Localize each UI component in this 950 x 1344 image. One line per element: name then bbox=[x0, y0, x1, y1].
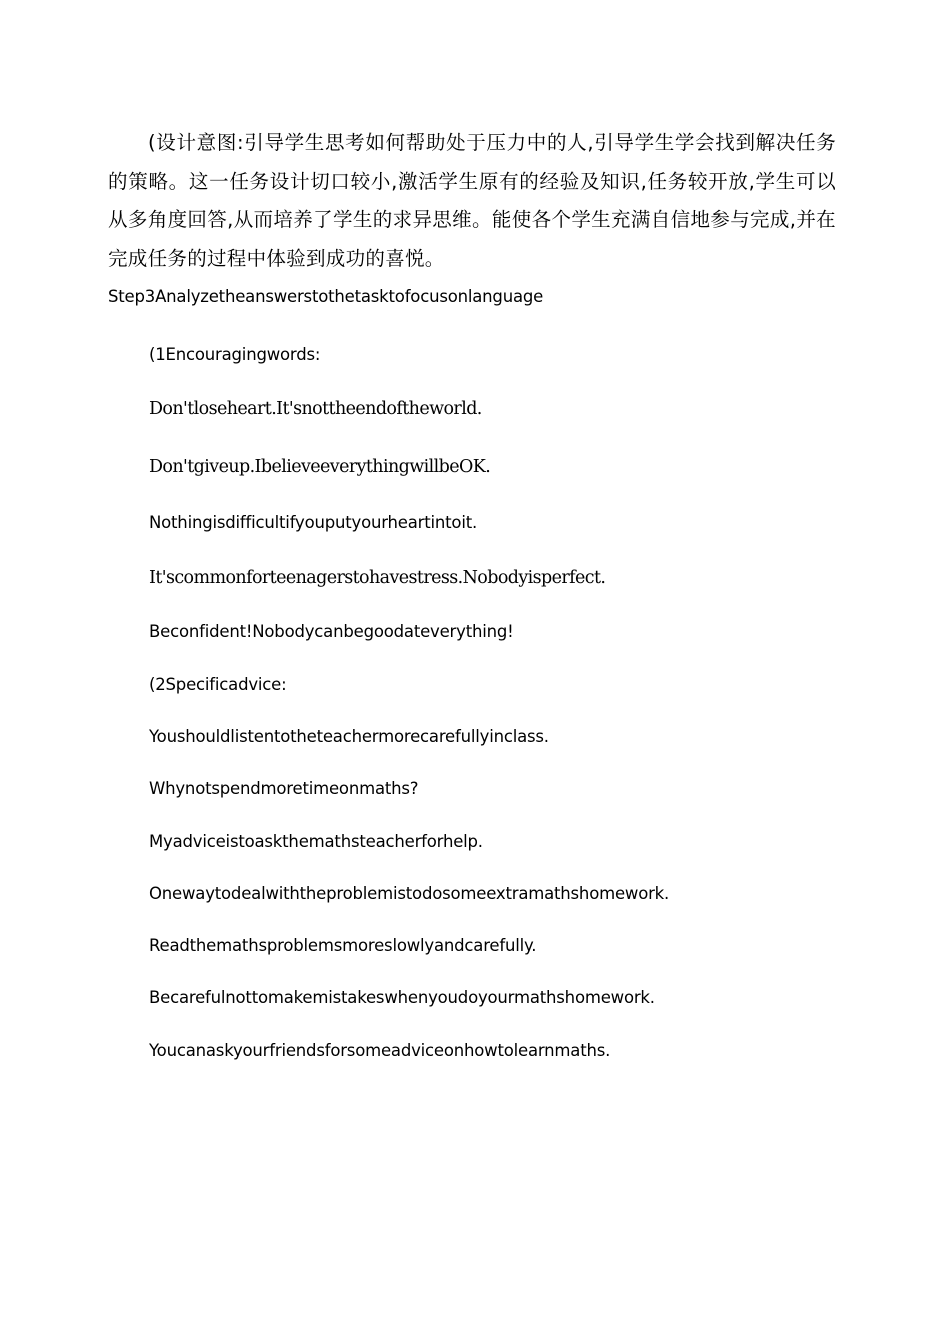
advice-sentence: Youshouldlistentotheteachermorecarefullyinclass. bbox=[149, 727, 549, 746]
encouraging-words-heading: (1Encouragingwords: bbox=[149, 345, 321, 364]
encouraging-phrase: Don'tloseheart.It'snottheendoftheworld. bbox=[149, 399, 482, 419]
encouraging-phrase: It'scommonforteenagerstohavestress.Nobodyisperfect. bbox=[149, 568, 606, 588]
encouraging-phrase: Beconfident!Nobodycanbegoodateverything! bbox=[149, 622, 514, 641]
encouraging-phrase: Don'tgiveup.IbelieveeverythingwillbeOK. bbox=[149, 457, 491, 477]
advice-sentence: Youcanaskyourfriendsforsomeadviceonhowtolearnmaths. bbox=[149, 1041, 611, 1060]
advice-sentence: Whynotspendmoretimeonmaths? bbox=[149, 779, 419, 798]
specific-advice-heading: (2Specificadvice: bbox=[149, 675, 287, 694]
advice-sentence: Becarefulnottomakemistakeswhenyoudoyourmathshomework. bbox=[149, 988, 655, 1007]
advice-sentence: Onewaytodealwiththeproblemistodosomeextramathshomework. bbox=[149, 884, 670, 903]
encouraging-phrase: Nothingisdifficultifyouputyourheartintoit. bbox=[149, 513, 478, 532]
advice-sentence: Readthemathsproblemsmoreslowlyandcarefully. bbox=[149, 936, 537, 955]
advice-sentence: Myadviceistoaskthemathsteacherforhelp. bbox=[149, 832, 483, 851]
step3-heading: Step3Analyzetheanswerstothetasktofocusonlanguage bbox=[108, 287, 544, 306]
design-intent-paragraph: (设计意图:引导学生思考如何帮助处于压力中的人,引导学生学会找到解决任务的策略。这一任务设计切口较小,激活学生原有的经验及知识,任务较开放,学生可以从多角度回答,从而培养了学生的求异思维。能使各个学生充满自信地参与完成,并在完成任务的过程中体验到成功的喜悦。 bbox=[108, 131, 836, 270]
